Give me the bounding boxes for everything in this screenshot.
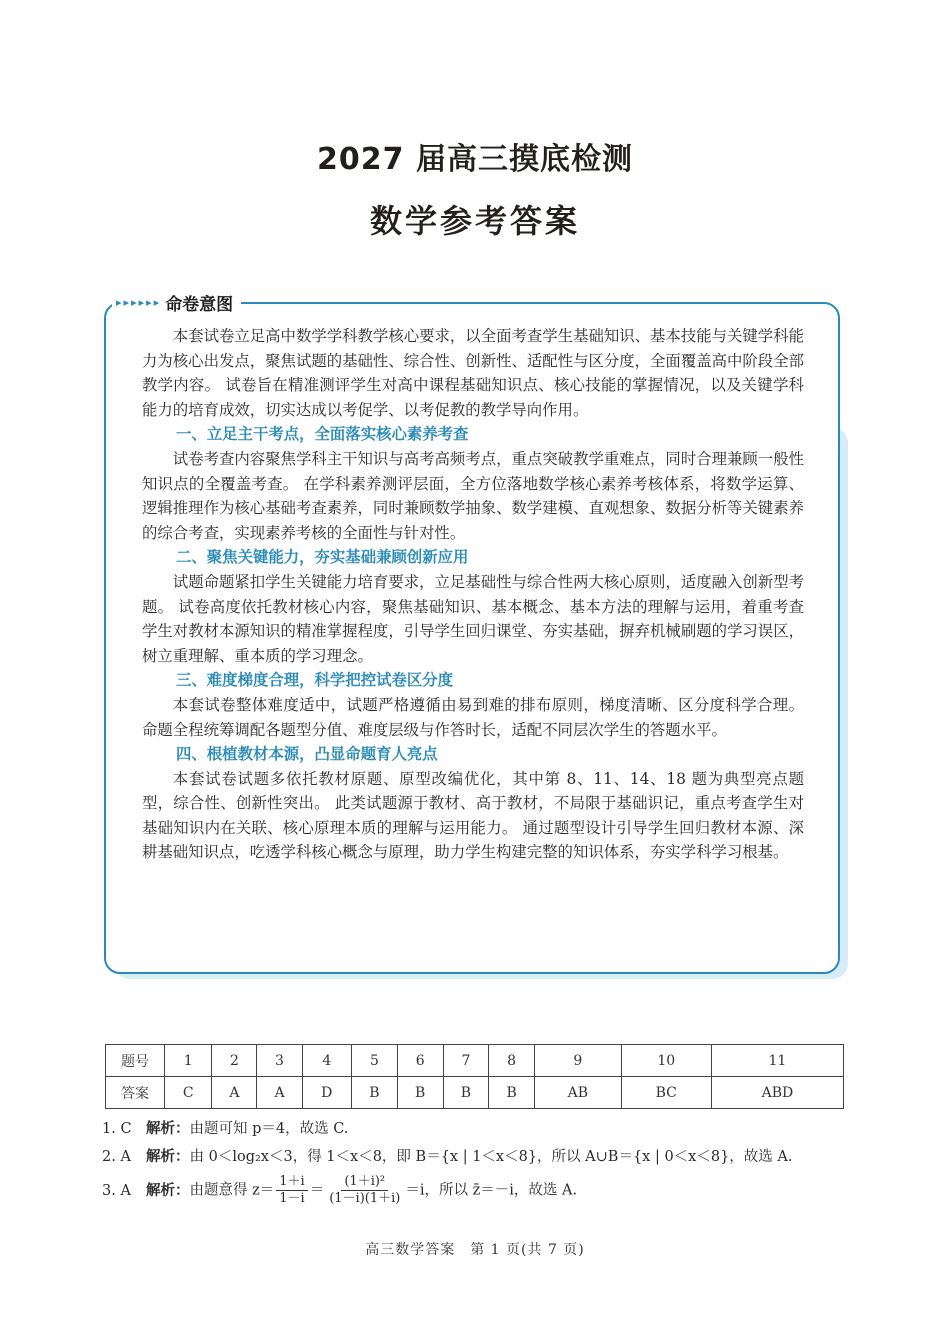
solution-number: 1. C <box>102 1121 132 1137</box>
question-number: 10 <box>621 1045 711 1077</box>
question-number: 4 <box>302 1045 352 1077</box>
solution-1 <box>102 1117 348 1138</box>
answer-cell: A <box>212 1077 257 1109</box>
solution-text: 由题可知 p＝4，故选 C. <box>189 1121 349 1137</box>
section-body: 本套试卷整体难度适中，试题严格遵循由易到难的排布原则，梯度清晰、区分度科学合理。 命题全程统筹调配各题型分值、难度层级与作答时长，适配不同层次学生的答题水平。 <box>142 695 804 739</box>
question-number: 1 <box>165 1045 212 1077</box>
answer-cell: B <box>443 1077 489 1109</box>
question-number: 3 <box>257 1045 302 1077</box>
section-body: 试题命题紧扣学生关键能力培育要求，立足基础性与综合性两大核心原则，适度融入创新型考题。 试卷高度依托教材核心内容，聚焦基础知识、基本概念、基本方法的理解与运用，着重考查学生对教材本源知识的精准掌握程度，引导学生回归课堂、夯实基础，摒弃机械刷题的学习误区，树立重理解、重本质的学习理念。 <box>142 572 804 665</box>
fraction-numerator: 1＋i <box>276 1174 307 1191</box>
section-heading: 一、立足主干考点，全面落实核心素养考查 <box>176 425 469 444</box>
section-heading: 四、根植教材本源，凸显命题育人亮点 <box>176 745 438 764</box>
page-title: 2027 届高三摸底检测 <box>317 142 633 177</box>
intent-box-title: 命卷意图 <box>165 294 234 315</box>
section-heading: 三、难度梯度合理，科学把控试卷区分度 <box>176 671 454 690</box>
section-body: 本套试卷试题多依托教材原题、原型改编优化，其中第 8、11、14、18 题为典型亮点题型，综合性、创新性突出。 此类试题源于教材、高于教材，不局限于基础识记，重点考查学生对基础知识内在关联、核心原理本质的理解与运用能力。 通过题型设计引导学生回归教材本源、深耕基础知识点，吃透学科核心概念与原理，助力学生构建完整的知识体系，夯实学科学习根基。 <box>142 769 804 862</box>
solution-2 <box>102 1145 793 1166</box>
question-number: 11 <box>711 1045 843 1077</box>
solution-label: 解析： <box>146 1121 190 1137</box>
solution-number: 3. A <box>102 1182 131 1199</box>
section-body: 试卷考查内容聚焦学科主干知识与高考高频考点，重点突破教学重难点，同时合理兼顾一般性知识点的全覆盖考查。 在学科素养测评层面，全方位落地数学核心素养考核体系，将数学运算、逻辑推理作为核心基础考查素养，同时兼顾数学抽象、数学建模、直观想象、数据分析等关键素养的综合考查，实现素养考核的全面性与针对性。 <box>142 449 804 542</box>
section-heading: 二、聚焦关键能力，夯实基础兼顾创新应用 <box>176 548 469 567</box>
answer-cell: A <box>257 1077 302 1109</box>
arrow-decoration-icon: ▸ ▸ ▸ ▸ ▸ ▸ <box>116 295 160 309</box>
answer-cell: D <box>302 1077 352 1109</box>
intent-box-header <box>112 291 241 313</box>
answer-cell: AB <box>535 1077 622 1109</box>
answer-cell: ABD <box>711 1077 843 1109</box>
solution-3 <box>102 1174 577 1207</box>
solution-text: ＝i，所以 z̄＝－i，故选 A. <box>405 1182 578 1199</box>
fraction-denominator: 1－i <box>279 1191 305 1206</box>
solution-number: 2. A <box>102 1149 131 1165</box>
question-number: 6 <box>397 1045 443 1077</box>
page-footer: 高三数学答案 第 1 页(共 7 页) <box>365 1242 585 1258</box>
answer-cell: B <box>352 1077 398 1109</box>
fraction <box>326 1174 403 1207</box>
intent-box-content <box>142 324 804 865</box>
answer-cell: B <box>397 1077 443 1109</box>
question-number: 7 <box>443 1045 489 1077</box>
solution-label: 解析： <box>146 1182 190 1199</box>
row-label: 题号 <box>106 1045 165 1077</box>
row-label: 答案 <box>106 1077 165 1109</box>
question-number: 5 <box>352 1045 398 1077</box>
answer-cell: B <box>489 1077 535 1109</box>
fraction-denominator: (1－i)(1＋i) <box>329 1191 401 1206</box>
answer-table-number-row <box>106 1045 844 1077</box>
fraction <box>276 1174 307 1207</box>
question-number: 2 <box>212 1045 257 1077</box>
fraction-numerator: (1＋i)² <box>341 1174 388 1191</box>
solution-text: 由 0＜log₂x＜3，得 1＜x＜8，即 B＝{x | 1＜x＜8}，所以 A∪B＝{x | 0＜x＜8}，故选 A. <box>189 1149 793 1165</box>
solution-label: 解析： <box>146 1149 190 1165</box>
equals-sign: ＝ <box>309 1182 325 1199</box>
page-subtitle: 数学参考答案 <box>369 202 580 240</box>
intent-intro: 本套试卷立足高中数学学科教学核心要求，以全面考查学生基础知识、基本技能与关键学科能力为核心出发点，聚焦试题的基础性、综合性、创新性、适配性与区分度，全面覆盖高中阶段全部教学内容。 试卷旨在精准测评学生对高中课程基础知识点、核心技能的掌握情况，以及关键学科能力的培育成效，切实达成以考促学、以考促教的教学导向作用。 <box>142 327 804 419</box>
answer-table-answer-row <box>106 1077 844 1109</box>
question-number: 8 <box>489 1045 535 1077</box>
solution-text: 由题意得 z＝ <box>189 1182 275 1199</box>
answer-cell: C <box>165 1077 212 1109</box>
answer-cell: BC <box>621 1077 711 1109</box>
answer-table <box>105 1044 844 1109</box>
question-number: 9 <box>535 1045 622 1077</box>
